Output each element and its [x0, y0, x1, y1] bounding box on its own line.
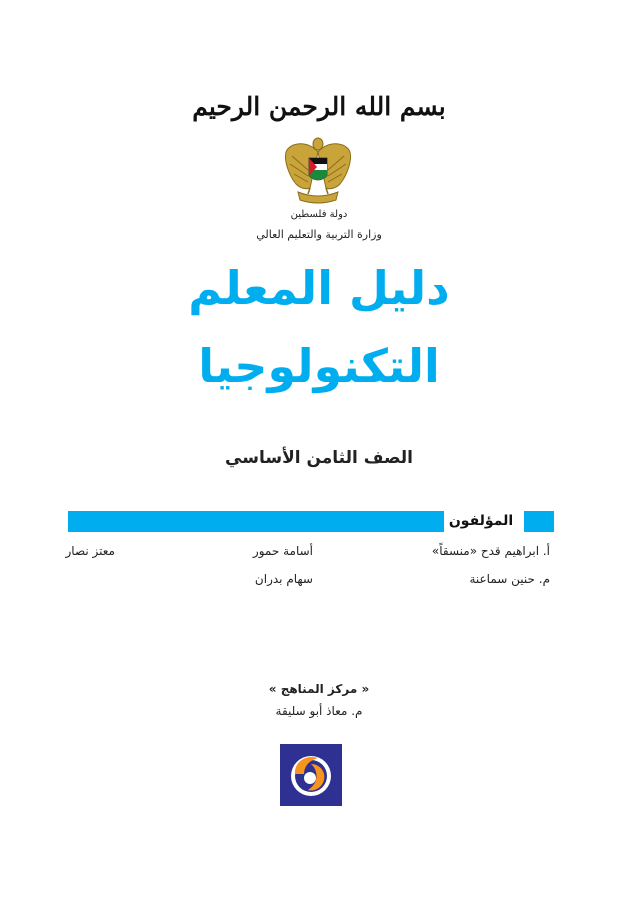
- author-name: م. حنين سماعنة: [469, 572, 550, 586]
- authors-section-bar: [68, 511, 444, 532]
- curriculum-center-person: م. معاذ أبو سليقة: [275, 704, 363, 718]
- ministry-name: وزارة التربية والتعليم العالي: [256, 228, 382, 241]
- basmala-calligraphy: بسم الله الرحمن الرحيم: [192, 92, 446, 121]
- palestine-eagle-emblem-icon: [278, 130, 358, 210]
- author-name: معتز نصار: [65, 544, 115, 558]
- book-title-line-2: التكنولوجيا: [198, 339, 440, 393]
- grade-level: الصف الثامن الأساسي: [225, 448, 413, 468]
- authors-heading: المؤلفون: [448, 513, 514, 529]
- book-title-line-1: دليل المعلم: [188, 261, 450, 315]
- state-name: دولة فلسطين: [290, 209, 348, 220]
- author-name: أ. ابراهيم قدح «منسقاً»: [431, 544, 550, 558]
- curriculum-center-logo-icon: [280, 744, 342, 806]
- authors-section-marker: [524, 511, 554, 532]
- author-name: سهام بدران: [254, 572, 313, 586]
- author-name: أسامة حمور: [252, 544, 313, 558]
- curriculum-center-heading: « مركز المناهج »: [268, 682, 370, 696]
